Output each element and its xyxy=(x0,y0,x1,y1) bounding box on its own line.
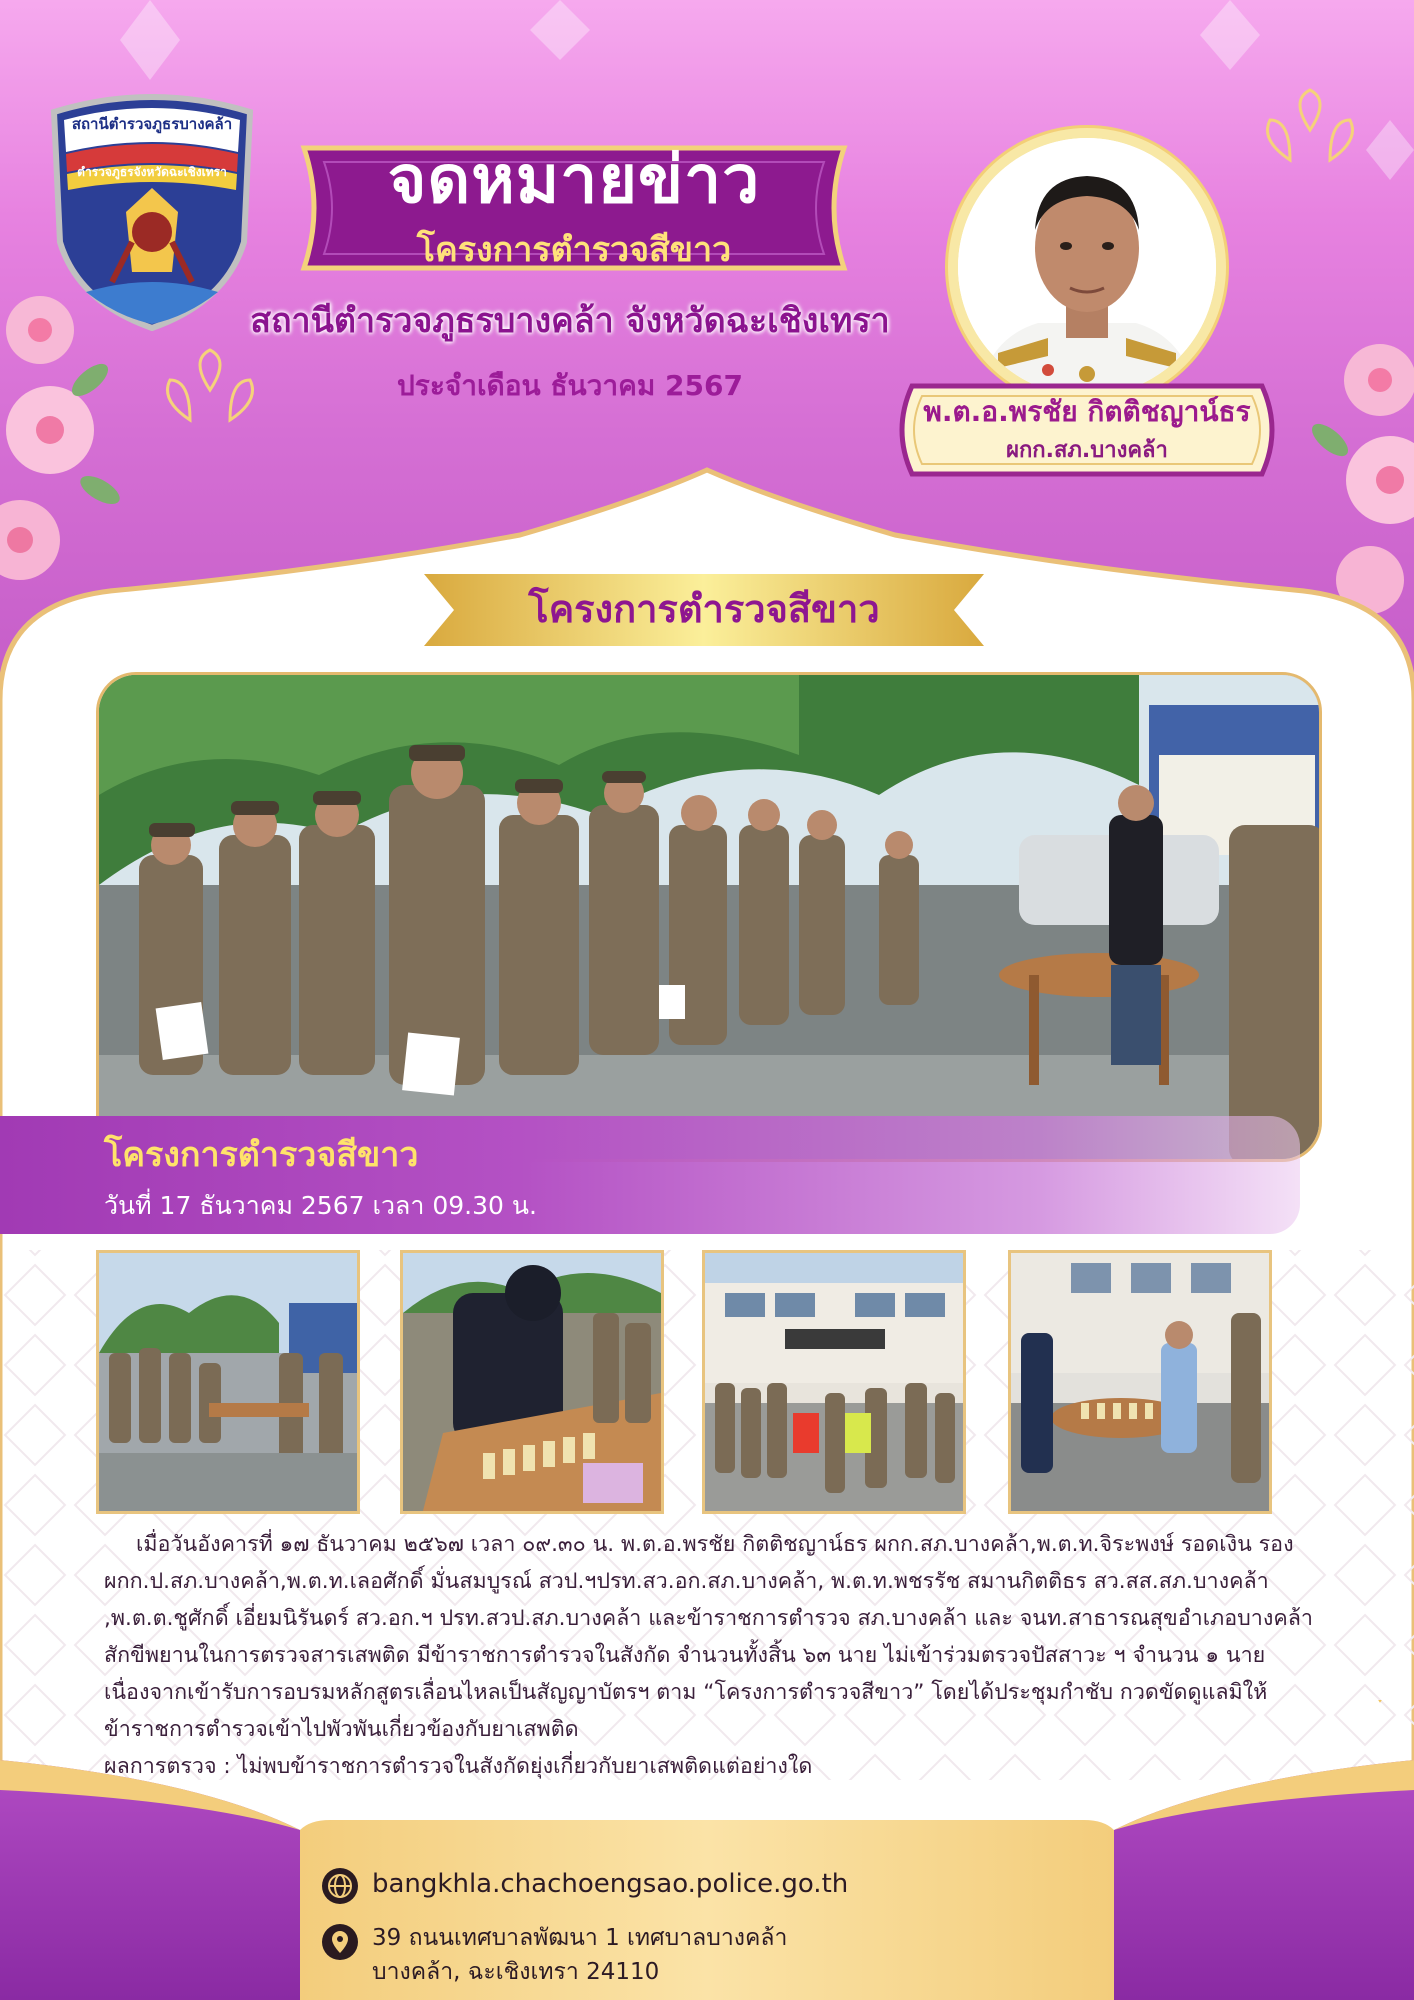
logo-text-bottom: ตำรวจภูธรจังหวัดฉะเชิงเทรา xyxy=(77,165,227,179)
event-photo-thumbnail-1 xyxy=(96,1250,360,1514)
feature-title: โครงการตำรวจสีขาว xyxy=(104,1135,419,1175)
event-photo-thumbnail-4 xyxy=(1008,1250,1272,1514)
newsletter-subtitle: โครงการตำรวจสีขาว xyxy=(416,230,732,270)
map-pin-icon xyxy=(322,1924,358,1960)
globe-icon xyxy=(322,1868,358,1904)
chief-position: ผกก.สภ.บางคล้า xyxy=(1006,438,1168,463)
chief-portrait xyxy=(958,138,1216,396)
feature-date: วันที่ 17 ธันวาคม 2567 เวลา 09.30 น. xyxy=(104,1191,537,1220)
section-ribbon-label: โครงการตำรวจสีขาว xyxy=(528,587,880,631)
logo-text-top: สถานีตำรวจภูธรบางคล้า xyxy=(71,115,233,133)
issue-month: ประจำเดือน ธันวาคม 2567 xyxy=(397,369,743,402)
newsletter-title: จดหมายข่าว xyxy=(387,141,761,218)
chief-name: พ.ต.อ.พรชัย กิตติชญาน์ธร xyxy=(923,395,1251,428)
news-paragraph: เมื่อวันอังคารที่ ๑๗ ธันวาคม ๒๕๖๗ เวลา ๐๙.๓๐ น. พ.ต.อ.พรชัย กิตติชญาน์ธร ผกก.สภ.บางคล้า,พ.ต.ท.จิระพงษ์ รอดเงิน รอง ผกก.ป.สภ.บางคล้า,พ.ต.ท.เลอศักดิ์ มั่นสมบูรณ์ สวป.ฯปรท.สว.อก.สภ.บางคล้า, พ.ต.ท.พชรรัช สมานกิตติธร สว.สส.สภ.บางคล้า ,พ.ต.ต.ชูศักดิ์ เอี่ยมนิรันดร์ สว.อก.ฯ ปรท.สวป.สภ.บางคล้า และข้าราชการตำรวจ สภ.บางคล้า และ จนท.สาธารณสุขอำเภอบางคล้า สักขีพยานในการตรวจสารเสพติด มีข้าราชการตำรวจในสังกัด จำนวนทั้งสิ้น ๖๓ นาย ไม่เข้าร่วมตรวจปัสสาวะ ฯ จำนวน ๑ นาย เนื่องจากเข้ารับการอบรมหลักสูตรเลื่อนไหลเป็นสัญญาบัตรฯ ตาม “โครงการตำรวจสีขาว” โดยได้ประชุมกำชับ กวดขัดดูแลมิให้ข้าราชการตำรวจเข้าไปพัวพันเกี่ยวข้องกับยาเสพติด xyxy=(104,1532,1313,1742)
station-name: สถานีตำรวจภูธรบางคล้า จังหวัดฉะเชิงเทรา xyxy=(250,301,890,341)
event-photo-thumbnail-3 xyxy=(702,1250,966,1514)
inspection-result: ผลการตรวจ : ไม่พบข้าราชการตำรวจในสังกัดยุ่งเกี่ยวกับยาเสพติดแต่อย่างใด xyxy=(104,1754,813,1779)
footer-address-line-2: บางคล้า, ฉะเชิงเทรา 24110 xyxy=(372,1959,660,1985)
footer-website[interactable]: bangkhla.chachoengsao.police.go.th xyxy=(372,1869,849,1899)
main-event-photo xyxy=(96,672,1322,1162)
footer-address-line-1: 39 ถนนเทศบาลพัฒนา 1 เทศบาลบางคล้า xyxy=(372,1925,788,1951)
event-photo-thumbnail-2 xyxy=(400,1250,664,1514)
